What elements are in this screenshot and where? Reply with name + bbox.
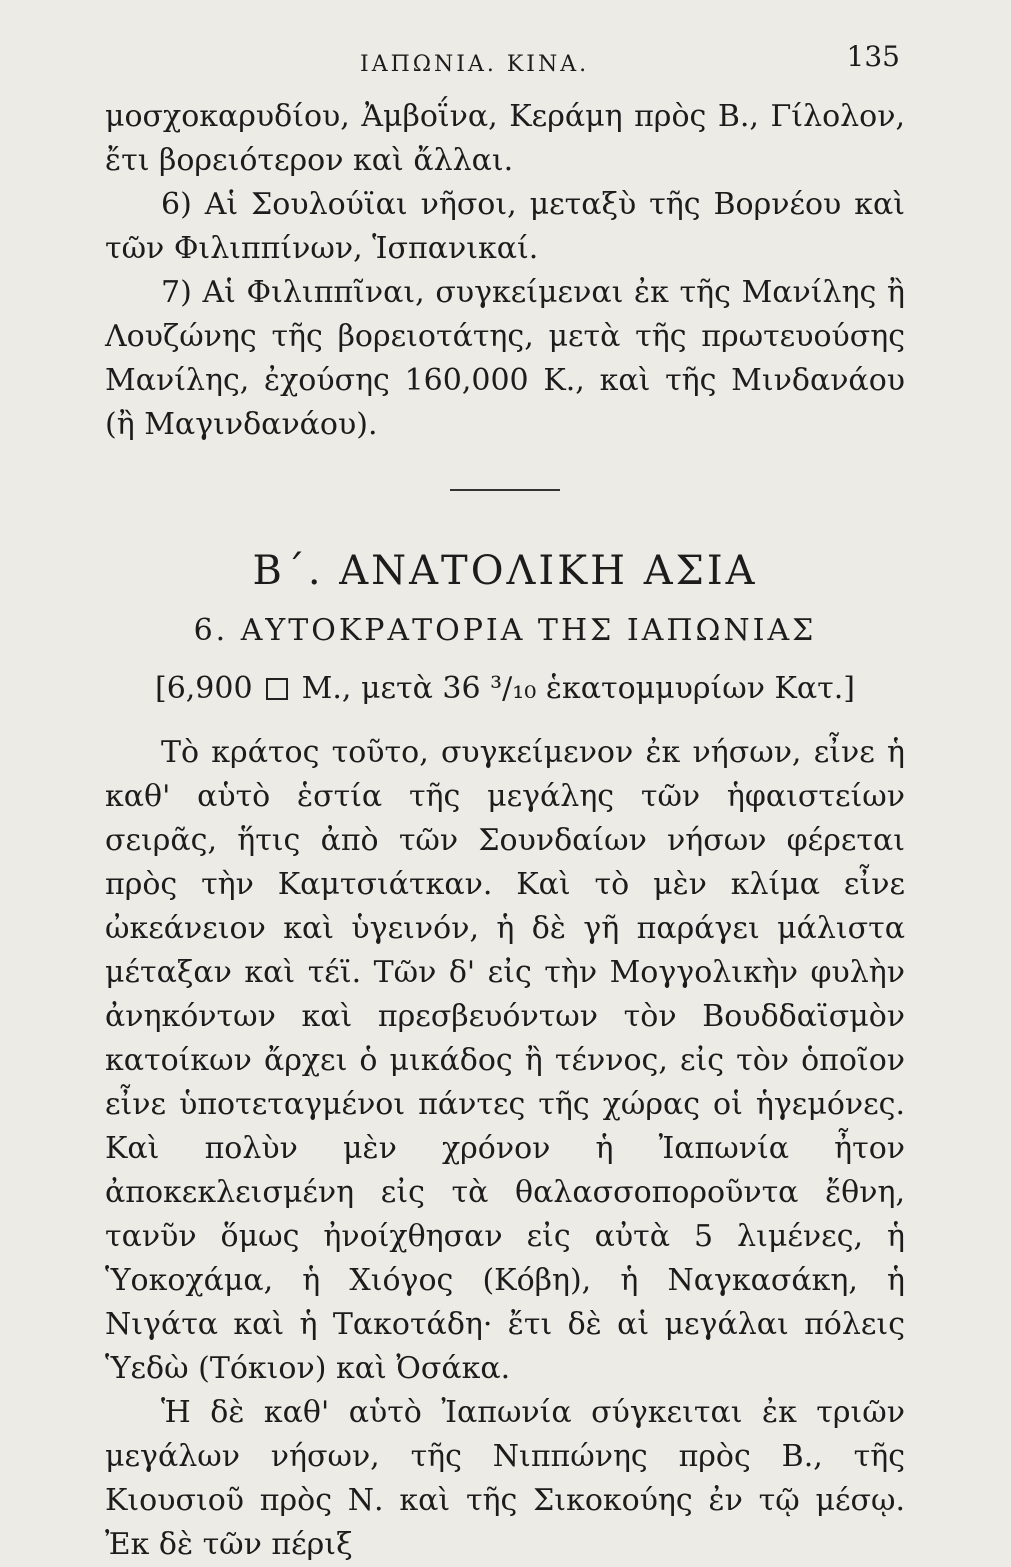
stats-population: Μ., μετὰ 36 ³/₁₀ ἑκατομμυρίων Κατ.]: [301, 671, 856, 706]
page-number: 135: [846, 40, 900, 73]
intro-paragraph-3: 7) Αἱ Φιλιππῖναι, συγκείμεναι ἐκ τῆς Μανίλης ἢ Λουζώνης τῆς βορειοτάτης, μετὰ τῆς πρωτευούσης Μανίλης, ἐχούσης 160,000 Κ., καὶ τῆς Μινδανάου (ἢ Μαγινδανάου).: [105, 275, 905, 442]
page-header: [110, 40, 900, 90]
page-content: [105, 95, 905, 1567]
intro-paragraph-2: 6) Αἱ Σουλούϊαι νῆσοι, μεταξὺ τῆς Βορνέου καὶ τῶν Φιλιππίνων, Ἱσπανικαί.: [105, 187, 905, 266]
square-mile-icon: [266, 678, 288, 700]
body-paragraph-1: Τὸ κράτος τοῦτο, συγκείμενον ἐκ νήσων, εἶνε ἡ καθ' αὑτὸ ἑστία τῆς μεγάλης τῶν ἡφαιστείων σειρᾶς, ἥτις ἀπὸ τῶν Σουνδαίων νήσων φέρεται πρὸς τὴν Καμτσιάτκαν. Καὶ τὸ μὲν κλίμα εἶνε ὠκεάνειον καὶ ὑγεινόν, ἡ δὲ γῆ παράγει μάλιστα μέταξαν καὶ τέϊ. Τῶν δ' εἰς τὴν Μογγολικὴν φυλὴν ἀνηκόντων καὶ πρεσβευόντων τὸν Βουδδαϊσμὸν κατοίκων ἄρχει ὁ μικάδος ἢ τέννος, εἰς τὸν ὁποῖον εἶνε ὑποτεταγμένοι πάντες τῆς χώρας οἱ ἡγεμόνες. Καὶ πολὺν μὲν χρόνον ἡ Ἰαπωνία ἦτον ἀποκεκλεισμένη εἰς τὰ θαλασσοποροῦντα ἔθνη, τανῦν ὅμως ἠνοίχθησαν εἰς αὐτὰ 5 λιμένες, ἡ Ὑοκοχάμα, ἡ Χιόγος (Κόβη), ἡ Ναγκασάκη, ἡ Νιγάτα καὶ ἡ Τακοτάδη· ἔτι δὲ αἱ μεγάλαι πόλεις Ὑεδὼ (Τόκιον) καὶ Ὀσάκα.: [105, 735, 905, 1386]
chapter-title: 6. ΑΥΤΟΚΡΑΤΟΡΙΑ ΤΗΣ ΙΑΠΩΝΙΑΣ: [193, 613, 817, 648]
section-divider: [450, 489, 560, 491]
stats-area: [6,900: [154, 671, 253, 706]
section-title: Β΄. ΑΝΑΤΟΛΙΚΗ ΑΣΙΑ: [252, 548, 758, 594]
chapter-statistics: [105, 665, 905, 713]
running-head: ΙΑΠΩΝΙΑ. ΚΙΝΑ.: [360, 52, 590, 77]
intro-paragraph-1: μοσχοκαρυδίου, Ἀμβοΐνα, Κεράμη πρὸς Β., Γίλολον, ἔτι βορειότερον καὶ ἄλλαι.: [105, 99, 905, 178]
body-paragraph-2: Ἡ δὲ καθ' αὑτὸ Ἰαπωνία σύγκειται ἐκ τριῶν μεγάλων νήσων, τῆς Νιππώνης πρὸς Β., τῆς Κιουσιοῦ πρὸς Ν. καὶ τῆς Σικοκούης ἐν τῷ μέσῳ. Ἐκ δὲ τῶν πέριξ: [105, 1395, 905, 1562]
